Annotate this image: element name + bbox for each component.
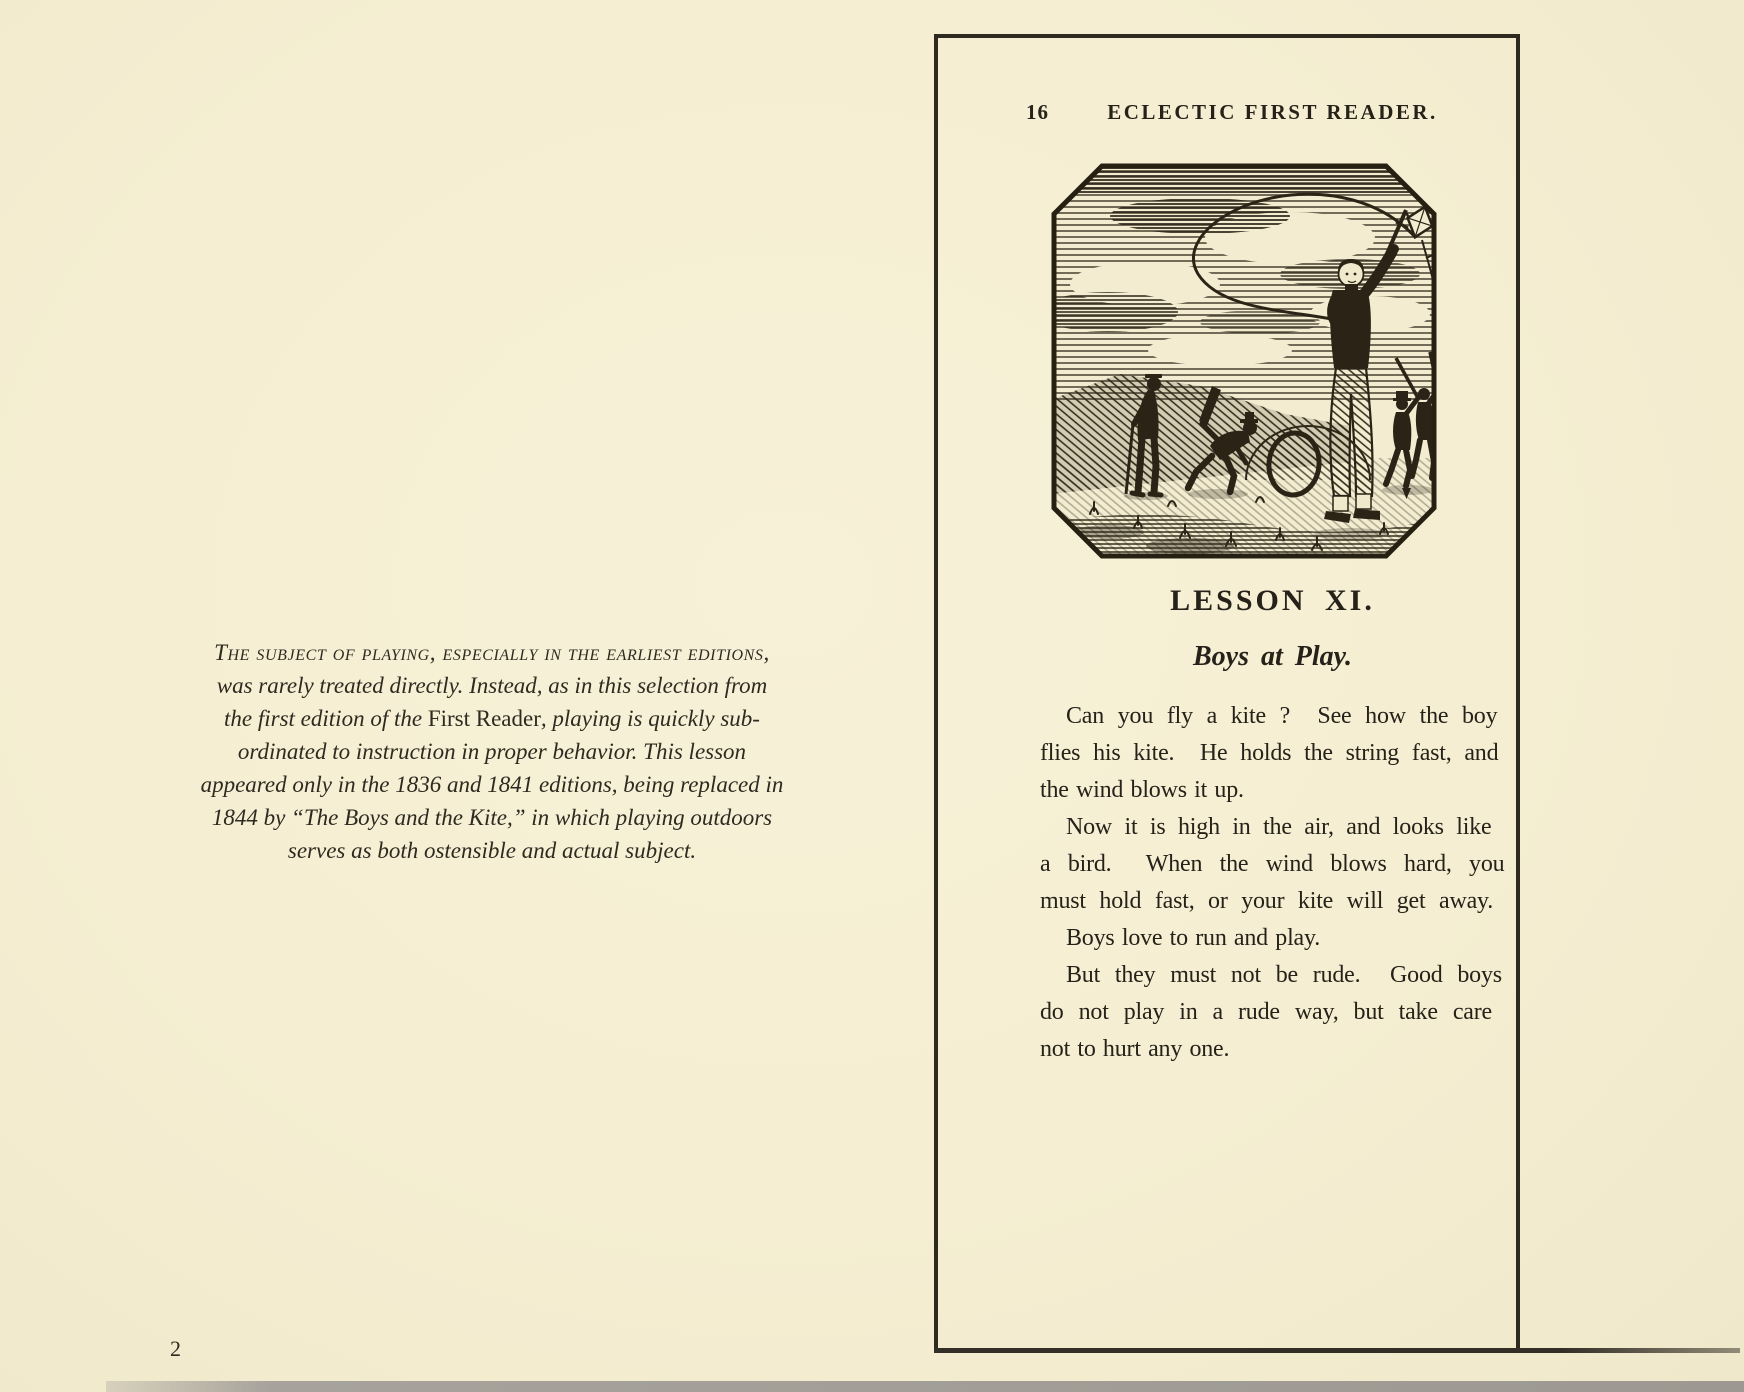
body-line: Boys love to run and play. xyxy=(1066,925,1321,951)
note-line: The subject of playing, especially in the earliest editions, xyxy=(214,640,770,665)
editorial-note xyxy=(168,636,816,867)
right-page-frame xyxy=(934,34,1520,1352)
note-line: appeared only in the 1836 and 1841 editions, being replaced in xyxy=(200,772,784,797)
lesson-title: Boys at Play. xyxy=(1192,641,1353,672)
body-line: the wind blows it up. xyxy=(1040,777,1244,803)
note-line: ordinated to instruction in proper behavior. This lesson xyxy=(237,739,747,764)
body-line: not to hurt any one. xyxy=(1040,1036,1230,1062)
kite-engraving xyxy=(1050,162,1438,560)
body-line: flies his kite. He holds the string fast, and xyxy=(1040,740,1499,766)
body-line: a bird. When the wind blows hard, you xyxy=(1040,851,1505,877)
body-line: But they must not be rude. Good boys xyxy=(1066,962,1502,988)
body-line: do not play in a rude way, but take care xyxy=(1040,999,1492,1025)
left-page-number: 2 xyxy=(170,1336,181,1361)
lesson-heading: LESSON XI. xyxy=(1170,584,1375,617)
body-line: must hold fast, or your kite will get away. xyxy=(1040,888,1494,914)
note-line: the first edition of the First Reader, playing is quickly sub- xyxy=(224,706,760,731)
body-line: Now it is high in the air, and looks like xyxy=(1066,814,1492,840)
right-page-number: 16 xyxy=(1026,100,1049,124)
running-head: ECLECTIC FIRST READER. xyxy=(1107,100,1438,124)
body-line: Can you fly a kite ? See how the boy xyxy=(1066,703,1498,729)
note-line: 1844 by “The Boys and the Kite,” in which playing outdoors xyxy=(211,805,773,830)
scanner-edge-strip xyxy=(106,1381,1744,1392)
note-line: serves as both ostensible and actual subject. xyxy=(287,838,697,863)
page-bottom-edge-line xyxy=(934,1348,1740,1353)
lesson-body xyxy=(1040,698,1505,1068)
note-line: was rarely treated directly. Instead, as in this selection from xyxy=(216,673,768,698)
